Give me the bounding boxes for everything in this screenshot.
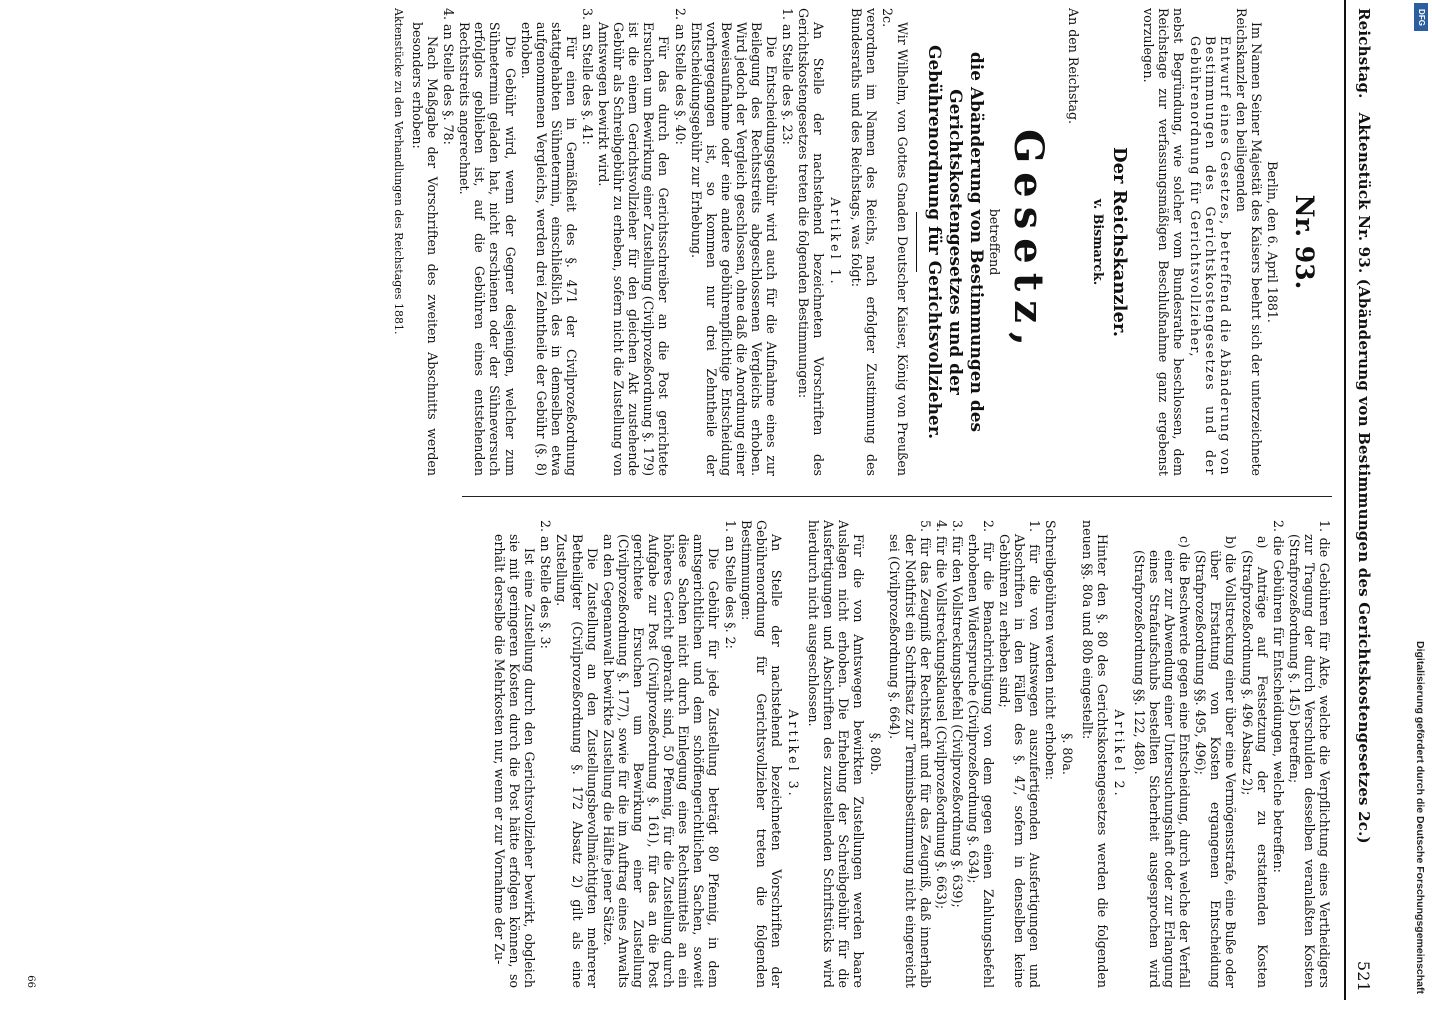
item-2-text: Für das durch den Gerichtsschreiber an die Post gerichtete Ersuchen um Bewirkung einer Zustellung (Civilprozeßordnung §. 179) ist die einem Gerichtsvollzieher für den gleichen Akt zustehende Gebühr als Schreibgebühr zu erheben, sofern nicht die Zustellung von Amtswegen bewirkt wird. — [596, 22, 672, 476]
digitization-credit — [1385, 0, 1432, 1000]
item-4-heading: 4. an Stelle des §. 78: — [441, 8, 457, 145]
artikel-1-heading: Artikel 1. — [828, 197, 844, 287]
artikel-1-intro: An Stelle der nachstehend bezeichneten Vorschriften des Gerichtskostengesetzes treten die folgenden Bestimmungen: — [796, 8, 827, 476]
s80a-item-5: 5. für das Zeugniß der Rechtskraft und für das Zeugniß, daß innerhalb der Nothfrist ein Schriftsatz zur Terminsbestimmung nicht eingereicht sei (Civilprozeßordnung §. 664). — [887, 520, 933, 988]
artikel-3-heading: Artikel 3. — [785, 709, 801, 799]
s80a-item-3: 3. für den Vollstreckungsbefehl (Civilprozeßordnung §. 639); — [949, 520, 965, 908]
header-rule — [1344, 0, 1346, 1000]
item-1-heading: 1. an Stelle des §. 23: — [780, 8, 796, 145]
title-divider — [916, 212, 917, 272]
s80a-item-4: 4. für die Vollstreckungsklausel (Civilprozeßordnung §. 663); — [933, 520, 949, 910]
item-3-text-2: Die Gebühr wird, wenn der Gegner desjenigen, welcher zum Sühnetermin geladen hat, nicht erschienen oder der Sühneversuch erfolglos geblieben ist, auf die Gebühren eines entstehenden Rechtsstreits angerechnet. — [457, 22, 518, 476]
document-number: Nr. 93. — [1290, 194, 1319, 290]
section-80b-text: Für die von Amtswegen bewirkten Zustellungen werden baare Auslagen nicht erhoben. Die Erhebung der Schreibgebühr für die Ausfertigungen und Abschriften des zuzustellenden Schriftstücks wird hierdurch nicht ausgeschlossen. — [806, 520, 867, 988]
reichskanzler-heading: Der Reichskanzler. — [1109, 146, 1131, 338]
r-item-2c: c) die Beschwerde gegen eine Entscheidung, durch welche der Verfall einer zur Abwendung einer Untersuchungshaft oder zur Erlangung eines Strafaufschubs bestellten Sicherheit ausgesprochen wird (Strafprozeßordnung §§. 122, 488). — [1131, 536, 1193, 988]
gesetz-title: die Abänderung von Bestimmungen des Gerichtskostengesetzes und der Gebührenordnung für Gerichtsvollzieher. — [923, 44, 986, 440]
credit-text: Digitalisierung gefördert durch die Deutsche Forschungsgemeinschaft — [1414, 641, 1426, 994]
dfg-logo-text: DFG — [1416, 8, 1426, 26]
addressee: An den Reichstag. — [1066, 8, 1082, 125]
r-item-2b: b) die Vollstreckung einer über eine Vermögensstrafe, eine Buße oder über Erstattung von Kosten ergangenen Entscheidung (Strafprozeßordnung §§. 495, 496); — [1193, 536, 1239, 988]
nebst-paragraph: nebst Begründung, wie solcher vom Bundesrathe beschlossen, dem Reichstage zur verfassungsmäßigen Beschlußnahme ganz ergebenst vorzulegen. — [1141, 8, 1187, 476]
page-number: 521 — [1353, 960, 1373, 992]
g-item-1-heading: 1. an Stelle des §. 2: — [722, 520, 738, 649]
artikel-3-intro: An Stelle der nachstehend bezeichneten Vorschriften der Gebührenordnung für Gerichtsvollzieher treten die folgenden Bestimmungen: — [738, 520, 784, 988]
catchword: 66 — [25, 975, 36, 988]
item-3-text: Für einen in Gemäßheit des §. 471 der Civilprozeßordnung stattgehabten Sühnetermin, einschließlich des in demselben etwa aufgenommenen Vergleichs, werden drei Zehntheile der Gebühr (§. 8) erhoben. — [518, 22, 579, 476]
intro-paragraph: Im Namen Seiner Majestät des Kaisers beehrt sich der unterzeichnete Reichskanzler den beiliegenden — [1233, 8, 1264, 476]
item-4-text: Nach Maßgabe der Vorschriften des zweiten Abschnitts werden besonders erhoben: — [409, 22, 441, 476]
section-80a-intro: Schreibgebühren werden nicht erhoben: — [1043, 520, 1059, 781]
artikel-2-intro: Hinter den §. 80 des Gerichtskostengesetzes werden die folgenden neuen §§. 80a und 80b eingestellt: — [1079, 520, 1110, 988]
item-3-heading: 3. an Stelle des §. 41: — [580, 8, 595, 145]
r-item-2: 2. die Gebühren für Entscheidungen, welche betreffen: — [1270, 520, 1286, 873]
r-item-1: 1. die Gebühren für Akte, welche die Verpflichtung eines Vertheidigers zur Tragung der durch Verschulden desselben veranlaßten Kosten (Strafprozeßordnung §. 145) betreffen; — [1286, 520, 1332, 988]
g-item-2-heading: 2. an Stelle des §. 3: — [538, 520, 554, 649]
entwurf-title: Entwurf eines Gesetzes, betreffend die Abänderung von Bestimmungen des Gerichtskostengesetzes und der Gebührenordnung für Gerichtsvollzieher, — [1187, 36, 1233, 476]
running-header — [1348, 8, 1378, 992]
header-title: Aktenstück Nr. 93. (Abänderung von Bestimmungen des Gerichtskostengesetzes 2c.) — [1354, 112, 1373, 844]
g-item-1-text-2: Die Zustellung an den Zustellungsbevollmächtigten mehrerer Betheiligter (Civilprozeßordnung §. 172 Absatz 2) gilt als eine Zustellung. — [554, 534, 600, 988]
rotated-page — [8, 0, 1378, 1000]
column-divider — [462, 496, 1332, 497]
section-80a: §. 80a. — [1060, 733, 1076, 775]
verordnen-paragraph: verordnen im Namen des Reichs, nach erfolgter Zustimmung des Bundesraths und des Reichstags, was folgt: — [848, 8, 879, 476]
g-item-2-text: Ist eine Zustellung durch den Gerichtsvollzieher bewirkt, obgleich sie mit geringeren Kosten durch die Post hätte erfolgen können, so erhält derselbe die Mehrkosten nur, wenn er zur Vornahme der Zu- — [492, 534, 538, 988]
item-2-heading: 2. an Stelle des §. 40: — [672, 8, 688, 145]
s80a-item-2: 2. für die Benachrichtigung von dem gegen einen Zahlungsbefehl erhobenen Widerspruche (Civilprozeßordnung §. 634); — [965, 520, 997, 988]
enacting-formula: Wir Wilhelm, von Gottes Gnaden Deutscher Kaiser, König von Preußen 2c. — [879, 8, 910, 476]
signature: v. Bismarck. — [1091, 198, 1107, 286]
section-80b: §. 80b. — [868, 732, 884, 776]
dfg-logo — [1414, 3, 1428, 31]
g-item-1-text: Die Gebühr für jede Zustellung beträgt 80 Pfennig, in dem amtsgerichtlichen und dem schöffengerichtlichen Sachen, soweit diese Sachen nicht durch Einlegung eines Rechtsmittels an ein höheres Gericht gebracht sind, 50 Pfennig, für die Zustellung durch Aufgabe zur Post (Civilprozeßordnung §. 161), für das an die Post gerichtete Ersuchen um Bewirkung einer Zustellung (Civilprozeßordnung §. 177), sowie für die im Auftrag eines Anwalts an den Gegenanwalt bewirkte Zustellung die Hälfte jener Sätze. — [600, 534, 722, 988]
gesetz-heading: Gesetz, — [1004, 129, 1052, 355]
artikel-2-heading: Artikel 2. — [1111, 709, 1127, 799]
left-column — [32, 8, 1332, 476]
header-left: Reichstag. — [1354, 8, 1373, 99]
source-footnote: Aktenstücke zu den Verhandlungen des Reichstages 1881. — [391, 8, 405, 335]
item-1-text: Die Entscheidungsgebühr wird auch für die Aufnahme eines zur Beilegung des Rechtsstreits abgeschlossenen Vergleichs erhoben. Wird jedoch der Vergleich geschlossen, ohne daß die Anordnung einer Beweisaufnahme oder eine andere gebührenpflichtige Entscheidung vorhergegangen ist, so kommen nur drei Zehntheile der Entscheidungsgebühr zur Erhebung. — [688, 22, 780, 476]
betreffend: betreffend — [986, 208, 1002, 276]
r-item-2a: a) Anträge auf Festsetzung der zu erstattenden Kosten (Strafprozeßordnung §. 496 Absatz 2); — [1239, 536, 1270, 988]
s80a-item-1: 1. für die von Amtswegen auszufertigenden Ausfertigungen und Abschriften in den Fällen des §. 47, sofern in denselben keine Gebühren zu erheben sind; — [997, 520, 1043, 988]
dateline: Berlin, den 6. April 1881. — [1265, 161, 1280, 323]
right-column — [32, 520, 1332, 988]
